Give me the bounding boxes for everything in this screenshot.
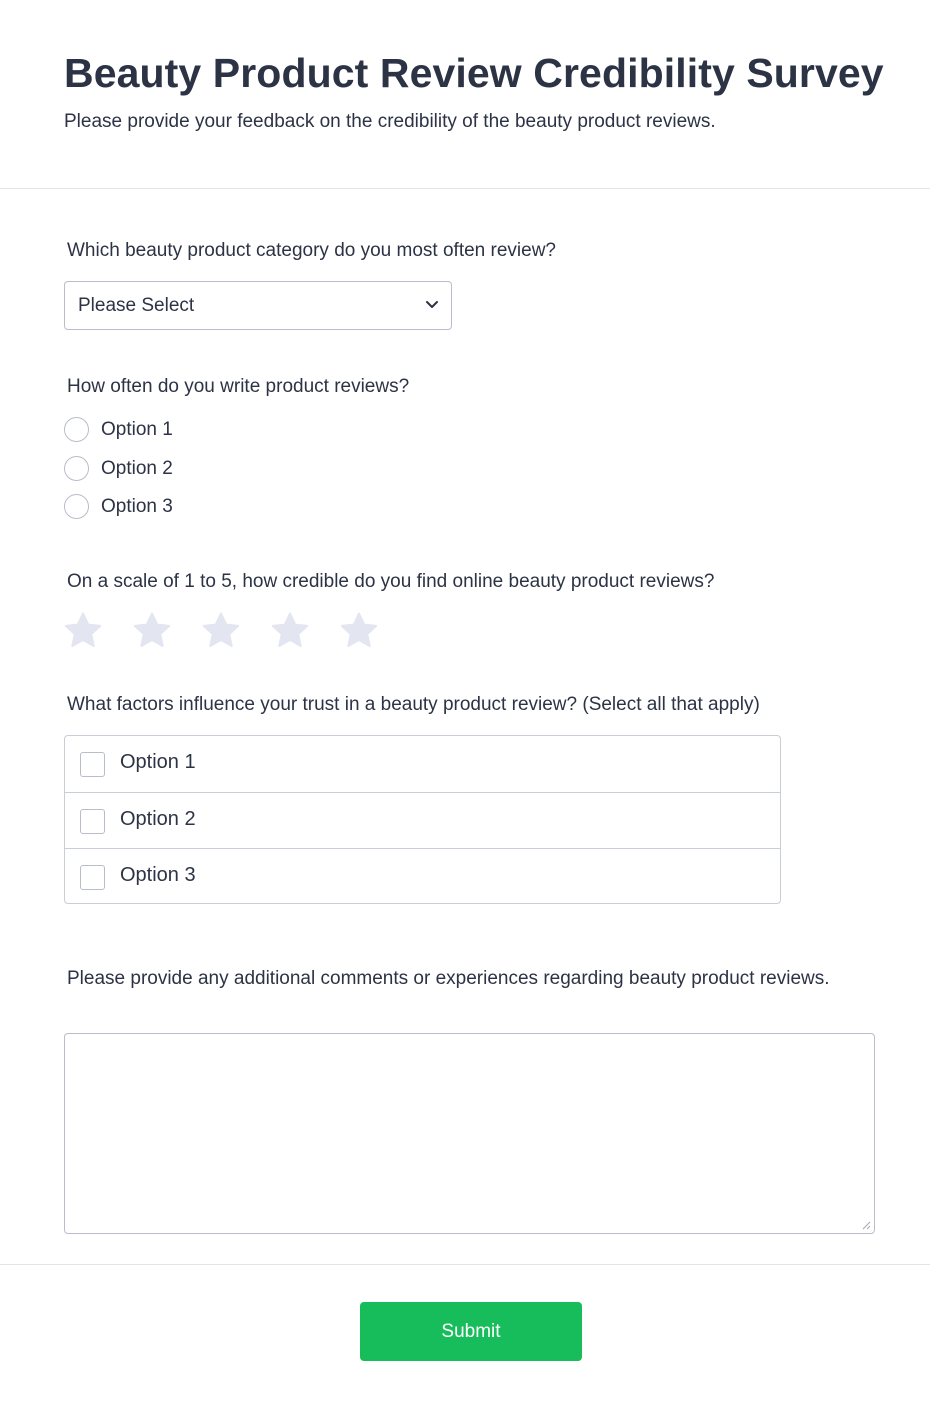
submit-button[interactable]: Submit [360,1302,582,1361]
form-header [0,0,930,189]
question-label-category: Which beauty product category do you most often review? [67,240,556,261]
comments-textarea[interactable] [64,1033,875,1234]
page-subtitle: Please provide your feedback on the credibility of the beauty product reviews. [64,111,716,132]
checkbox-option[interactable] [65,792,780,848]
checkbox-label: Option 2 [120,808,196,830]
dropdown-selected-value: Please Select [78,295,195,316]
radio-option[interactable] [64,417,264,443]
star-icon[interactable] [132,611,172,651]
star-icon[interactable] [63,611,103,651]
question-label-comments: Please provide any additional comments or experiences regarding beauty product reviews. [67,968,830,989]
checkbox-label: Option 1 [120,751,196,773]
star-icon[interactable] [201,611,241,651]
category-dropdown[interactable] [64,281,452,330]
question-label-factors: What factors influence your trust in a beauty product review? (Select all that apply) [67,694,760,715]
radio-label: Option 2 [101,458,173,479]
question-label-credibility: On a scale of 1 to 5, how credible do you find online beauty product reviews? [67,571,715,592]
chevron-down-icon [425,300,439,310]
radio-button[interactable] [64,456,89,481]
checkbox-option[interactable] [65,736,780,792]
star-icon[interactable] [339,611,379,651]
question-label-frequency: How often do you write product reviews? [67,376,410,397]
resize-handle-icon[interactable] [861,1220,871,1230]
radio-label: Option 3 [101,496,173,517]
checkbox[interactable] [80,865,105,890]
star-icon[interactable] [270,611,310,651]
radio-label: Option 1 [101,419,173,440]
radio-option[interactable] [64,456,264,482]
star-rating[interactable] [63,611,403,651]
checkbox[interactable] [80,809,105,834]
checkbox[interactable] [80,752,105,777]
checkbox-option[interactable] [65,848,780,904]
footer-divider [0,1264,930,1265]
radio-button[interactable] [64,417,89,442]
radio-button[interactable] [64,494,89,519]
radio-option[interactable] [64,494,264,520]
checkbox-group [64,735,781,904]
checkbox-label: Option 3 [120,864,196,886]
page-title: Beauty Product Review Credibility Survey [64,50,884,96]
